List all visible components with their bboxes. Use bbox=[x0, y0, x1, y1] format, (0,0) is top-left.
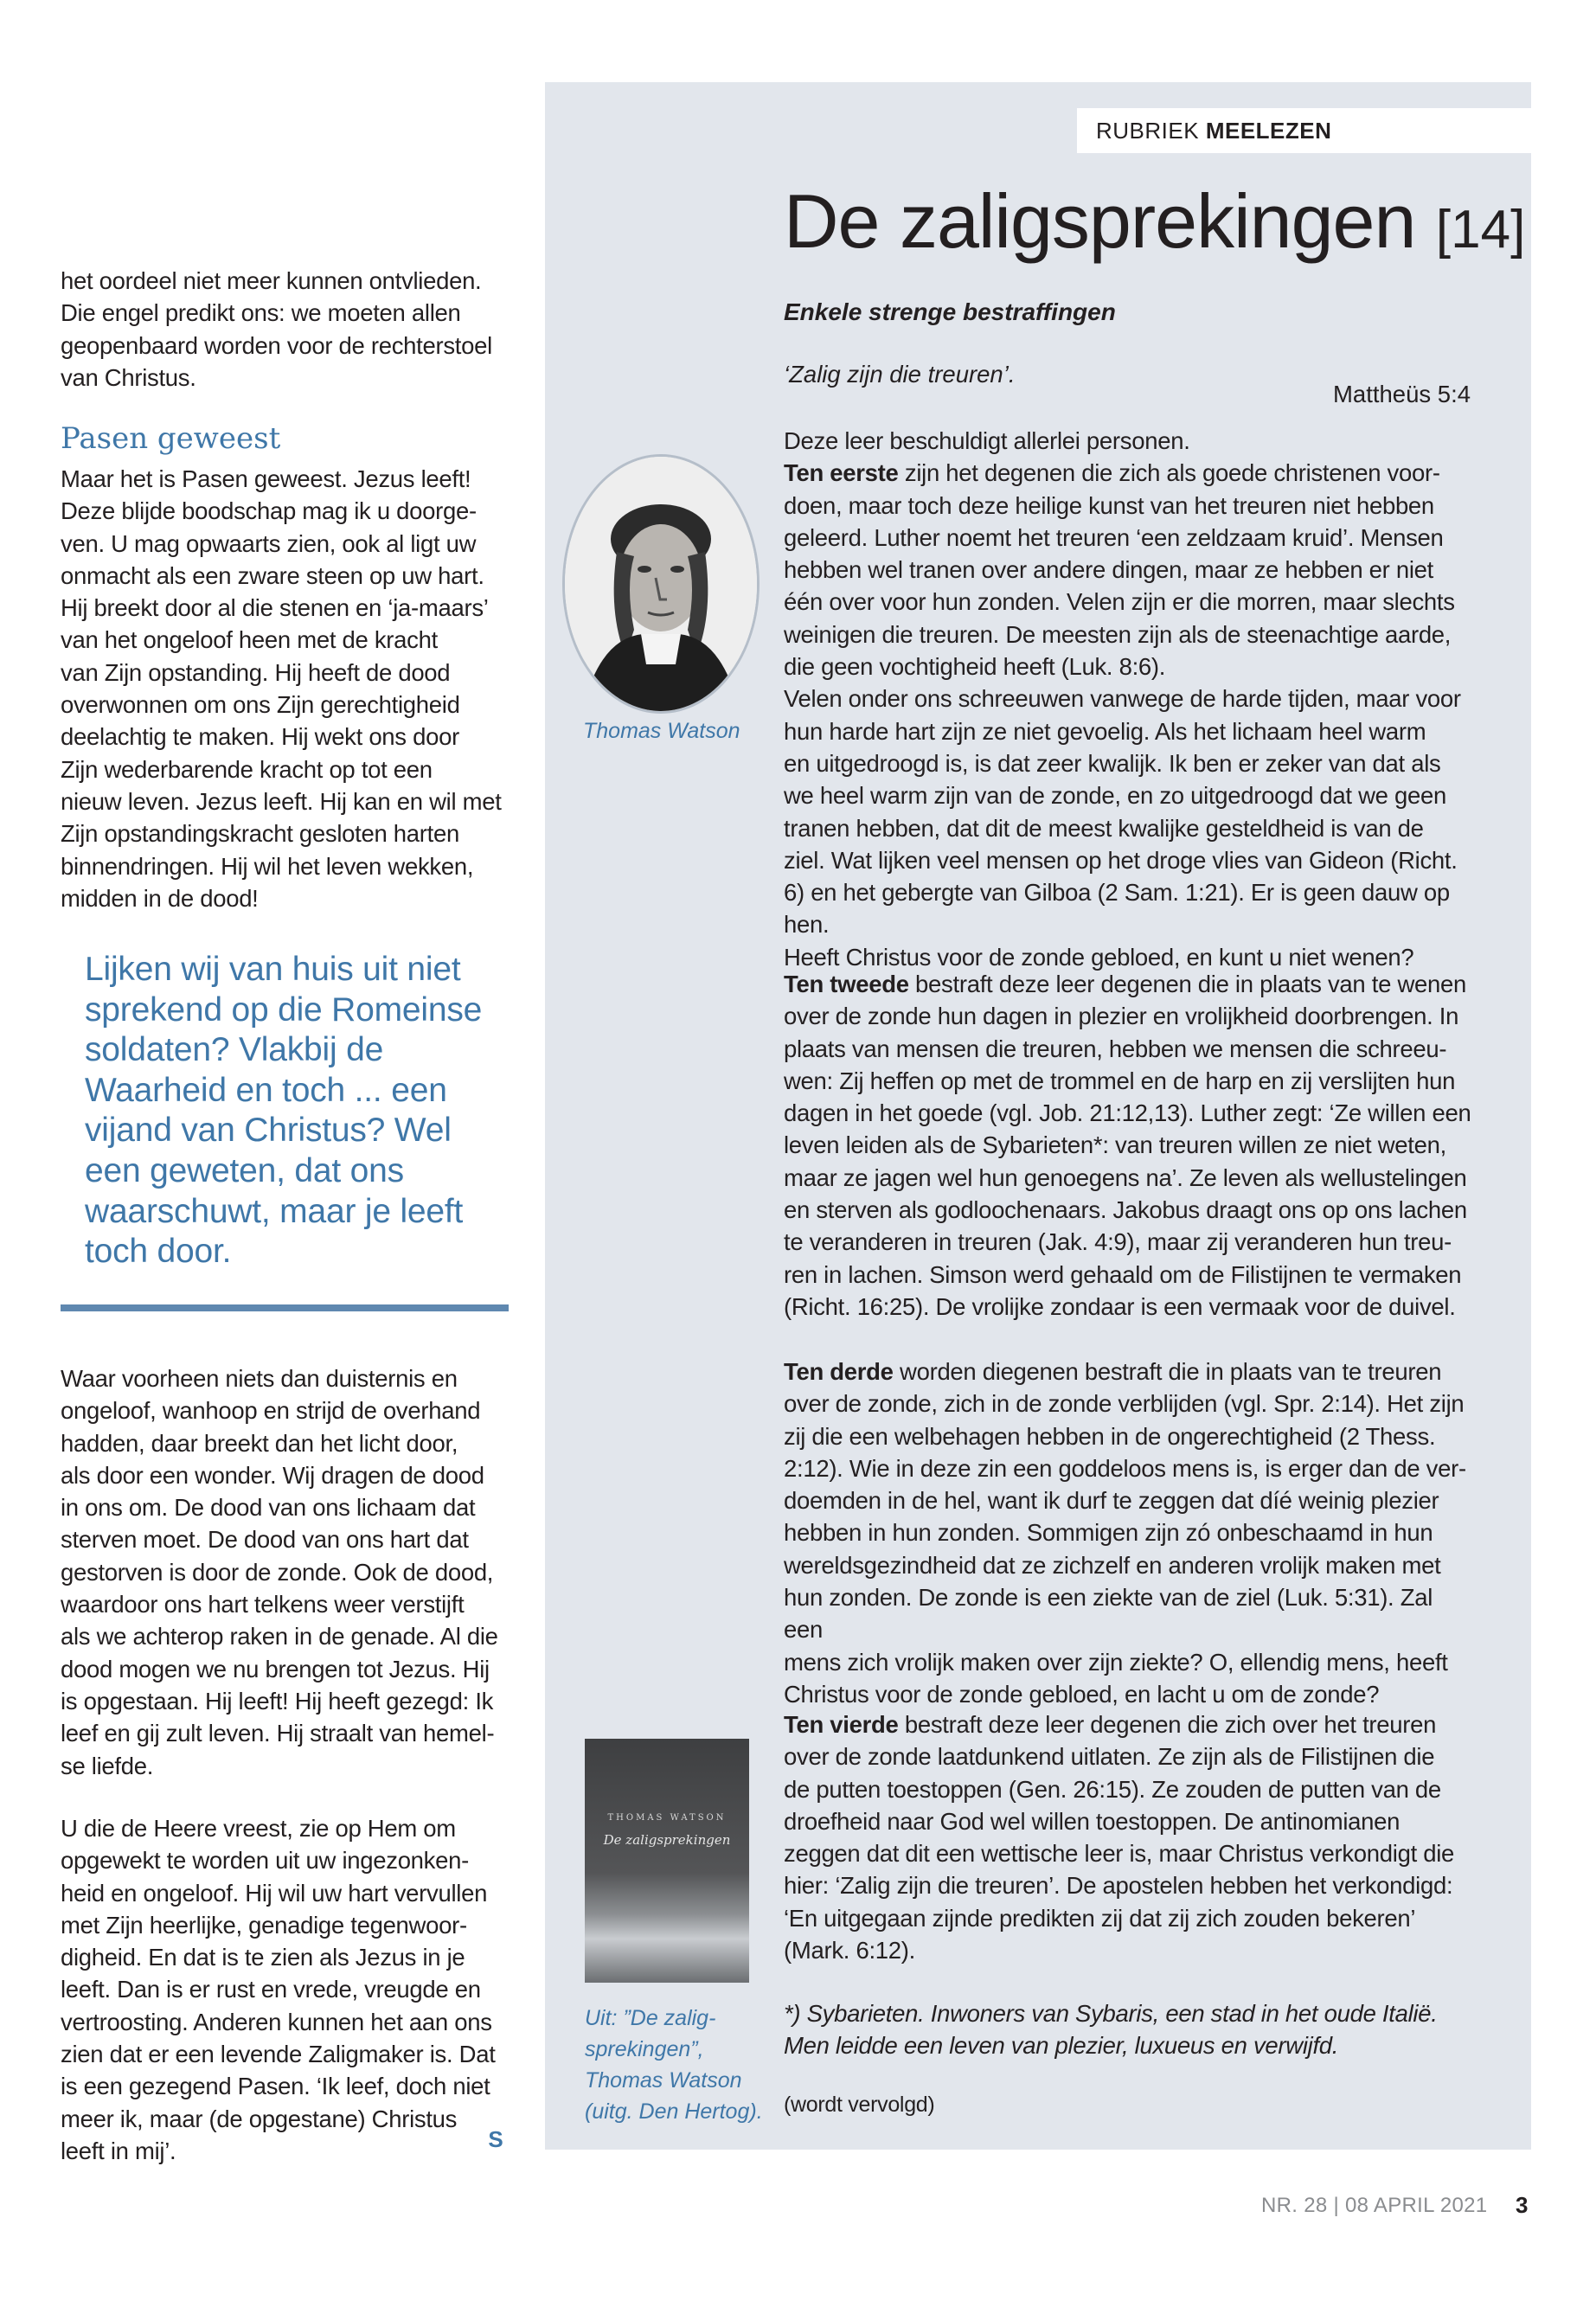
article-subhead: Enkele strenge bestraffingen bbox=[784, 298, 1116, 325]
left-paragraph-2: Maar het is Pasen geweest. Jezus leeft! Deze blijde boodschap mag ik u doorge- ven. U mag opwaarts zien, ook al ligt uw onmacht als een zware steen op uw hart. Hij breekt door al die stenen en ‘ja-maars’ van het ongeloof heen met de kracht van Zijn opstanding. Hij heeft de dood overwonnen om ons Zijn gerechtigheid deelachtig te maken. Hij wekt ons door Zijn wederbarende kracht op tot een nieuw leven. Jezus leeft. Hij kan en wil met Zijn opstandingskracht gesloten harten binnendringen. Hij wil het leven wekken, midden in de dood! bbox=[61, 465, 502, 912]
article-paragraph-2: Ten tweede bestraft deze leer degenen die in plaats van te wenen over de zonde hun dagen in plezier en vrolijkheid doorbrengen. In plaats van mensen die treuren, hebben we mensen die schreeu- wen: Zij heffen op met de trommel en de harp en zij verslijten hun dagen in het goede (vgl. Job. 21:12,13). Luther zegt: ‘Ze willen een leven leiden als de Sybarieten*: van treuren willen ze niet weten, maar ze jagen wel hun genoegens na’. Ze leven als wellustelingen en sterven als godloochenaars. Jakobus draagt ons op ons lachen te veranderen in treuren (Jak. 4:9), maar zij veranderen hun treu- ren in lachen. Simson werd gehaald om de Filistijnen te vermaken (Richt. 16:25). De vrolijke zondaar is een vermaak voor de duivel. bbox=[784, 971, 1471, 1320]
portrait-caption: Thomas Watson bbox=[583, 719, 740, 743]
to-be-continued: (wordt vervolgd) bbox=[784, 2093, 935, 2117]
book-caption: Uit: ”De zalig- sprekingen”, Thomas Watson (uitg. Den Hertog). bbox=[585, 2006, 763, 2124]
left-paragraph-4: U die de Heere vreest, zie op Hem om opgewekt te worden uit uw ingezonken- heid en ongeloof. Hij wil uw hart vervullen met Zijn heerlijke, genadige tegenwoor- digheid. En dat is te zien als Jezus in je leeft. Dan is er rust en vrede, vreugde en vertroosting. Anderen kunnen het aan ons zien dat er een levende Zaligmaker is. Dat is een gezegend Pasen. ‘Ik leef, doch niet meer ik, maar (de opgestane) Christus leeft in mij’. bbox=[61, 1815, 496, 2164]
footnote: *) Sybarieten. Inwoners van Sybaris, een stad in het oude Italië. Men leidde een leven van plezier, luxueus en verwijfd. bbox=[784, 2000, 1438, 2060]
portrait-image bbox=[562, 454, 760, 714]
end-mark-icon: S bbox=[488, 2126, 503, 2152]
article-paragraph-3: Ten derde worden diegenen bestraft die in plaats van te treuren over de zonde, zich in de zonde verblijden (vgl. Spr. 2:14). Het zijn zij die een welbehagen hebben in de ongerechtigheid (2 Thess. 2:12). Wie in deze zin een goddeloos mens is, is erger dan de ver- doemden in de hel, want ik durf te zeggen dat díé weinig plezier hebben in hun zonden. Sommigen zijn zó onbeschaamd in hun wereldsgezindheid dat ze zichzelf en anderen vrolijk maken met hun zonden. De zonde is een ziekte van de ziel (Luk. 5:31). Zal een mens zich vrolijk maken over zijn ziekte? O, ellendig mens, heeft Christus voor de zonde gebloed, en lacht u om de zonde? bbox=[784, 1358, 1466, 1708]
meelezen-panel bbox=[545, 82, 1531, 2150]
bible-reference: Mattheüs 5:4 bbox=[1333, 381, 1471, 407]
article-paragraph-1: Deze leer beschuldigt allerlei personen. Ten eerste zijn het degenen die zich als goede christenen voor- doen, maar toch deze heilige kunst van het treuren niet hebben geleerd. Luther noemt het treuren ‘een zeldzaam kruid’. Mensen hebben wel tranen over andere dingen, maar ze hebben er niet één over voor hun zonden. Velen zijn er die morren, maar slechts weinigen die treuren. De meesten zijn als de steenachtige aarde, die geen vochtigheid heeft (Luk. 8:6). Velen onder ons schreeuwen vanwege de harde tijden, maar voor hun harde hart zijn ze niet gevoelig. Als het lichaam heel warm en uitgedroogd is, is dat zeer kwalijk. Ik ben er zeker van dat als we heel warm zijn van de zonde, en zo uitgedroogd dat we geen tranen hebben, dat dit de meest kwalijke gesteldheid is van de ziel. Wat lijken veel mensen op het droge vlies van Gideon (Richt. 6) en het gebergte van Gilboa (2 Sam. 1:21). Er is geen dauw op hen. Heeft Christus voor de zonde gebloed, en kunt u niet wenen? bbox=[784, 427, 1461, 971]
section-heading: Pasen geweest bbox=[61, 421, 281, 456]
left-paragraph-1: het oordeel niet meer kunnen ontvlieden. Die engel predikt ons: we moeten allen geopenbaard worden voor de rechterstoel van Christus. bbox=[61, 267, 492, 391]
bible-quote: ‘Zalig zijn die treuren’. bbox=[784, 361, 1016, 388]
pull-quote-divider bbox=[61, 1304, 509, 1311]
article-title: De zaligsprekingen [14] bbox=[784, 178, 1526, 264]
left-paragraph-3: Waar voorheen niets dan duisternis en ongeloof, wanhoop en strijd de overhand hadden, daar breekt dan het licht door, als door een wonder. Wij dragen de dood in ons om. De dood van ons lichaam dat sterven moet. De dood van ons hart dat gestorven is door de zonde. Ook de dood, waardoor ons hart telkens weer verstijft als we achterop raken in de genade. Al die dood mogen we nu brengen tot Jezus. Hij is opgestaan. Hij leeft! Hij heeft gezegd: Ik leef en gij zult leven. Hij straalt van hemel- se liefde. bbox=[61, 1365, 498, 1779]
section-label: RUBRIEK MEELEZEN bbox=[1077, 108, 1531, 153]
pull-quote: Lijken wij van huis uit niet sprekend op die Romeinse soldaten? Vlakbij de Waarheid en toch ... een vijand van Christus? Wel een geweten, dat ons waarschuwt, maar je leeft toch door. bbox=[85, 951, 483, 1271]
article-paragraph-4: Ten vierde bestraft deze leer degenen die zich over het treuren over de zonde laatdunkend uitlaten. Ze zijn als de Filistijnen die de putten toestoppen (Gen. 26:15). Ze zouden de putten van de droefheid naar God wel willen toestoppen. De antinomianen zeggen dat dit een wettische leer is, maar Christus verkondigt die hier: ‘Zalig zijn die treuren’. De apostelen hebben het verkondigd: ‘En uitgegaan zijnde predikten zij dat zij zich zouden bekeren’ (Mark. 6:12). bbox=[784, 1711, 1455, 1965]
book-cover-image: THOMAS WATSON De zaligsprekingen bbox=[585, 1739, 749, 1983]
issue-info: NR. 28 | 08 APRIL 2021 bbox=[1261, 2194, 1488, 2217]
page-number: 3 bbox=[1516, 2192, 1529, 2218]
